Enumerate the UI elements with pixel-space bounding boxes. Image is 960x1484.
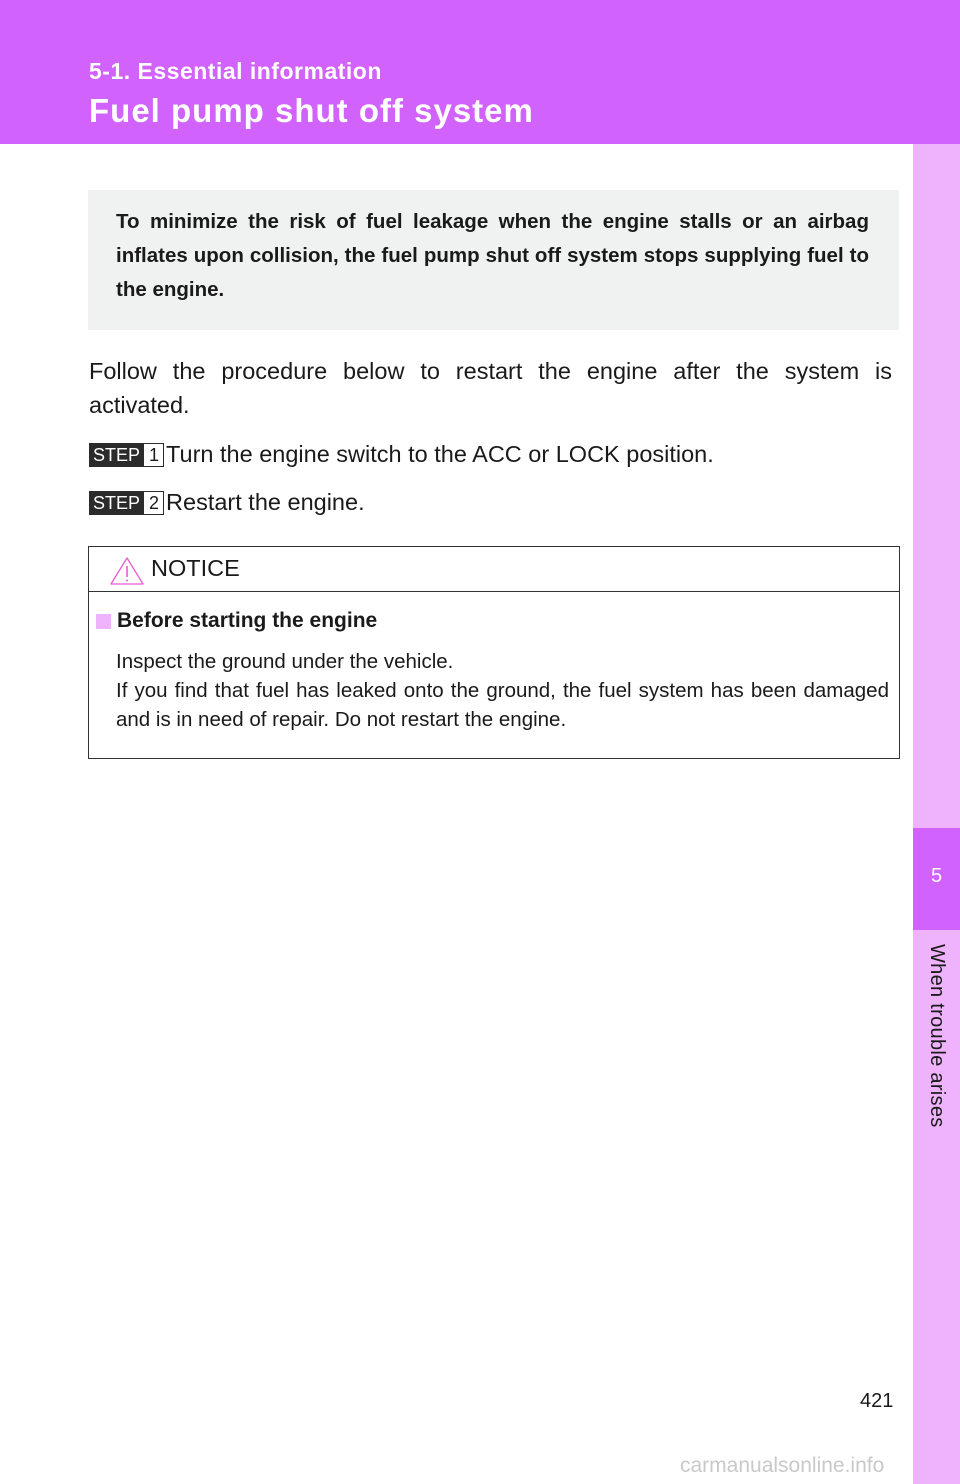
step-badge-word: STEP <box>90 444 144 466</box>
notice-line-2: If you find that fuel has leaked onto the ground, the fuel system has been damaged and is in need of repair. Do not restart the engine. <box>116 679 889 731</box>
step-badge <box>89 443 164 467</box>
step-badge-number: 1 <box>144 444 163 466</box>
intro-text: To minimize the risk of fuel leakage when the engine stalls or an airbag inflates upon collision, the fuel pump shut off system stops supplying fuel to the engine. <box>116 210 869 301</box>
page-header <box>0 0 960 144</box>
step-2 <box>89 489 365 516</box>
step-badge-word: STEP <box>90 492 144 514</box>
notice-heading: Before starting the engine <box>117 609 378 632</box>
notice-title: NOTICE <box>151 555 240 581</box>
side-tab-strip <box>913 144 960 1484</box>
page-number: 421 <box>860 1390 894 1412</box>
notice-box <box>88 546 900 759</box>
watermark: carmanualsonline.info <box>680 1454 885 1477</box>
procedure-lead: Follow the procedure below to restart the engine after the system is activated. <box>89 358 892 418</box>
notice-line-1: Inspect the ground under the vehicle. <box>116 650 454 673</box>
step-text: Turn the engine switch to the ACC or LOCK position. <box>166 441 714 467</box>
notice-heading-row <box>96 609 889 633</box>
bullet-square-icon <box>96 614 111 629</box>
step-badge-number: 2 <box>144 492 163 514</box>
step-1 <box>89 441 714 468</box>
intro-box <box>88 190 899 330</box>
chapter-number-tab[interactable]: 5 <box>913 828 960 930</box>
notice-header <box>89 547 899 592</box>
notice-body <box>89 592 899 734</box>
page-title: Fuel pump shut off system <box>89 92 534 129</box>
chapter-label: When trouble arises <box>926 944 948 1128</box>
warning-triangle-icon <box>109 556 145 586</box>
section-label: 5-1. Essential information <box>89 58 382 84</box>
notice-text <box>116 647 889 734</box>
step-text: Restart the engine. <box>166 489 365 515</box>
step-badge <box>89 491 164 515</box>
